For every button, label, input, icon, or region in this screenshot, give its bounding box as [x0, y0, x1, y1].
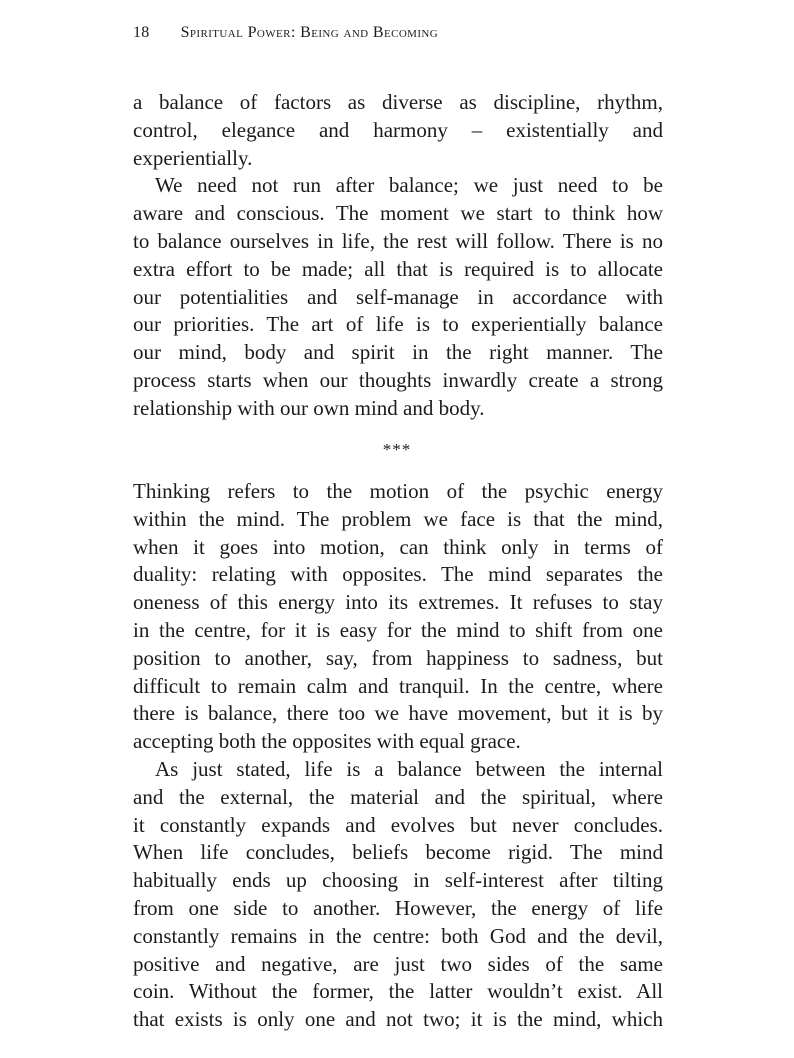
- running-head: [133, 22, 438, 44]
- section-separator: ***: [382, 440, 412, 459]
- text-line: from one side to another. However, the energy of life: [133, 895, 663, 920]
- text-line: when it goes into motion, can think only in terms of: [133, 534, 663, 559]
- text-line: constantly remains in the centre: both God and the devil,: [133, 923, 663, 948]
- text-line: oneness of this energy into its extremes. It refuses to stay: [133, 590, 663, 615]
- text-line: position to another, say, from happiness to sadness, but: [133, 645, 663, 670]
- text-line: habitually ends up choosing in self-interest after tilting: [133, 868, 663, 893]
- text-line: accepting both the opposites with equal grace.: [133, 729, 521, 754]
- text-line: When life concludes, beliefs become rigid. The mind: [133, 840, 663, 865]
- text-line: difficult to remain calm and tranquil. In the centre, where: [133, 673, 663, 698]
- text-line: coin. Without the former, the latter wouldn’t exist. All: [133, 979, 663, 1004]
- page-number: 18: [133, 24, 150, 41]
- text-line: our potentialities and self-manage in accordance with: [133, 284, 663, 309]
- text-line: our mind, body and spirit in the right manner. The: [133, 340, 663, 365]
- text-line: control, elegance and harmony – existentially and: [133, 117, 663, 142]
- text-line: our priorities. The art of life is to experientially balance: [133, 312, 663, 337]
- text-line: and the external, the material and the spiritual, where: [133, 784, 663, 809]
- text-line: there is balance, there too we have movement, but it is by: [133, 701, 663, 726]
- text-block-1: [133, 89, 663, 423]
- running-title: Spiritual Power: Being and Becoming: [180, 24, 439, 41]
- text-line: Thinking refers to the motion of the psychic energy: [133, 479, 663, 503]
- text-line: relationship with our own mind and body.: [133, 395, 485, 420]
- text-line: experientially.: [133, 145, 253, 170]
- text-line: extra effort to be made; all that is required is to allocate: [133, 256, 663, 281]
- text-line: it constantly expands and evolves but never concludes.: [133, 812, 663, 837]
- text-line: positive and negative, are just two sides of the same: [133, 951, 663, 976]
- text-line: We need not run after balance; we just need to be: [155, 173, 663, 198]
- text-line: As just stated, life is a balance between the internal: [155, 756, 663, 781]
- text-line: in the centre, for it is easy for the mind to shift from one: [133, 617, 663, 642]
- text-block-2: [133, 478, 663, 1034]
- text-line: that exists is only one and not two; it is the mind, which: [133, 1007, 663, 1032]
- text-line: duality: relating with opposites. The mind separates the: [133, 562, 663, 587]
- text-line: within the mind. The problem we face is that the mind,: [133, 506, 663, 531]
- text-line: a balance of factors as diverse as discipline, rhythm,: [133, 90, 663, 114]
- text-line: process starts when our thoughts inwardly create a strong: [133, 367, 663, 392]
- text-line: to balance ourselves in life, the rest will follow. There is no: [133, 228, 663, 253]
- text-line: aware and conscious. The moment we start to think how: [133, 201, 663, 226]
